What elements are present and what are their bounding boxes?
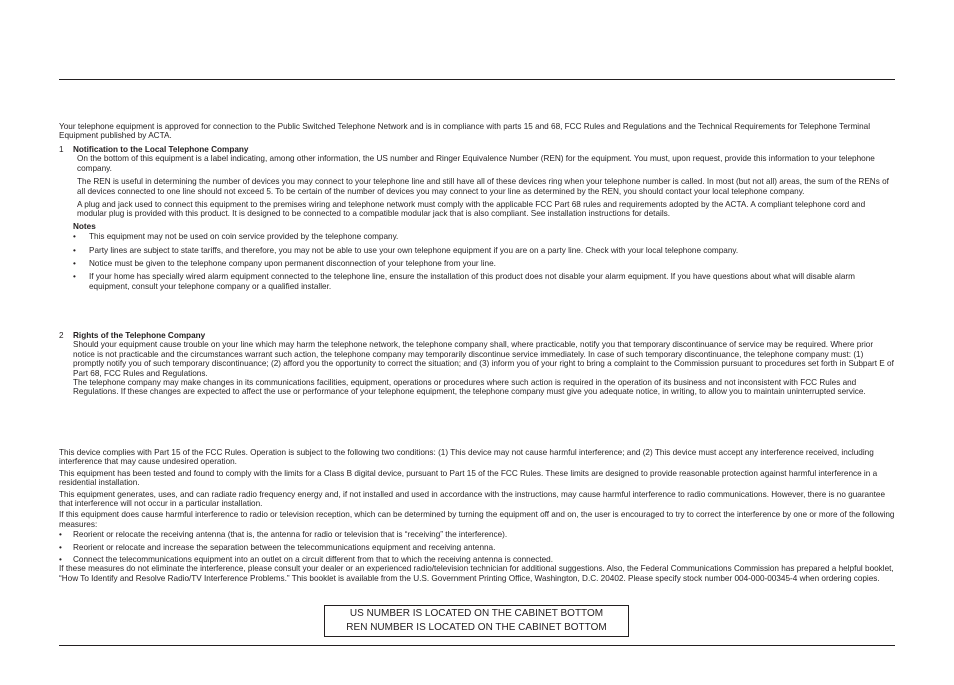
- section-2-heading: [59, 331, 895, 340]
- fcc-paragraph: This equipment generates, uses, and can radiate radio frequency energy and, if not installed and used in accordance with the instructions, may cause harmful interference to radio communications. However, there is no guarantee that interference will not occur in a particular installation.: [59, 489, 886, 509]
- section-1-title: Notification to the Local Telephone Company: [73, 145, 249, 154]
- note-item: • Notice must be given to the telephone company upon permanent disconnection of your telephone from your line.: [59, 259, 895, 268]
- note-item: • This equipment may not be used on coin service provided by the telephone company.: [59, 232, 895, 241]
- section-2-paragraph: The telephone company may make changes in its communications facilities, equipment, operations or procedures where such action is required in the operation of its business and not inconsistent with FCC Rules and Regulations. If these changes are expected to affect the use or performance of your telephone equipment, the telephone company must give you adequate notice, in writing, to allow you to maintain uninterrupted service.: [73, 378, 866, 397]
- us-number-line: US NUMBER IS LOCATED ON THE CABINET BOTTOM: [349, 608, 604, 619]
- intro-section: [59, 122, 895, 141]
- section-2-paragraph: Should your equipment cause trouble on your line which may harm the telephone network, the telephone company shall, where practicable, notify you that temporary discontinuance of service may be required. Where prior notice is not practicable and the circumstances warrant such action, the telephone company may temporarily discontinue service immediately. In case of such temporary discontinuance, the telephone company must: (1) promptly notify you of such temporary discontinuance; (2) afford you the opportunity to correct the situation; and (3) inform you of your right to bring a complaint to the Commission pursuant to procedures set forth in Subpart E of Part 68, FCC Rules and Regulations.: [73, 340, 894, 378]
- measure-item: • Reorient or relocate the receiving antenna (that is, the antenna for radio or television that is “receiving” the interference).: [59, 530, 895, 539]
- measures-list: [59, 530, 895, 564]
- label-location-box: [324, 605, 629, 637]
- bottom-rule: [59, 645, 895, 646]
- section-2-number: 2: [59, 331, 64, 340]
- section-rights: [59, 331, 895, 397]
- measure-item: • Reorient or relocate and increase the separation between the telecommunications equipment and receiving antenna.: [59, 543, 895, 552]
- fcc-section: [59, 448, 895, 583]
- notes-list: [59, 232, 895, 291]
- section-2-title: Rights of the Telephone Company: [73, 331, 206, 340]
- fcc-paragraph: This device complies with Part 15 of the FCC Rules. Operation is subject to the following two conditions: (1) This device may not cause harmful interference; and (2) This device must accept any interference received, including interference that may cause undesired operation.: [59, 448, 874, 467]
- fcc-paragraph: If this equipment does cause harmful interference to radio or television reception, which can be determined by turning the equipment off and on, the user is encouraged to try to correct the interference by one or more of the following measures:: [59, 510, 895, 529]
- top-rule: [59, 79, 895, 80]
- fcc-paragraph: This equipment has been tested and found to comply with the limits for a Class B digital device, pursuant to Part 15 of the FCC Rules. These limits are designed to provide reasonable protection against harmful interference in a residential installation.: [59, 468, 878, 488]
- section-1-heading: [59, 145, 895, 154]
- note-item: • Party lines are subject to state tariffs, and therefore, you may not be able to use your own telephone equipment if you are on a party line. Check with your local telephone company.: [59, 246, 895, 255]
- section-1-number: 1: [59, 145, 64, 154]
- section-1-paragraph: The REN is useful in determining the number of devices you may connect to your telephone line and still have all of these devices ring when your telephone number is called. In most (but not all) areas, the sum of the RENs of all devices connected to one line should not exceed 5. To be certain of the number of devices you may connect to your line as determined by the REN, you should contact your local telephone company.: [77, 177, 889, 196]
- section-1-paragraph: A plug and jack used to connect this equipment to the premises wiring and telephone network must comply with the applicable FCC Part 68 rules and requirements adopted by the ACTA. A compliant telephone cord and modular plug is provided with this product. It is designed to be connected to a compatible modular jack that is also compliant. See installation instructions for details.: [77, 200, 866, 219]
- measure-item: • Connect the telecommunications equipment into an outlet on a circuit different from that to which the receiving antenna is connected.: [59, 555, 895, 564]
- section-notification: [59, 145, 895, 291]
- section-2-body: [59, 340, 895, 396]
- fcc-closing: If these measures do not eliminate the interference, please consult your dealer or an experienced radio/television technician for additional suggestions. Also, the Federal Communications Commission has prepared a helpful booklet, “How To Identify and Resolve Radio/TV Interference Problems.” This booklet is available from the U.S. Government Printing Office, Washington, D.C. 20402. Please specify stock number 004-000-00345-4 when ordering copies.: [59, 564, 894, 583]
- notes-heading: Notes: [73, 221, 96, 231]
- intro-paragraph: Your telephone equipment is approved for connection to the Public Switched Telephone Network and is in compliance with parts 15 and 68, FCC Rules and Regulations and the Technical Requirements for Telephone Terminal Equipment published by ACTA.: [59, 122, 871, 141]
- ren-number-line: REN NUMBER IS LOCATED ON THE CABINET BOTTOM: [346, 622, 607, 633]
- note-item: • If your home has specially wired alarm equipment connected to the telephone line, ensure the installation of this product does not disable your alarm equipment. If you have questions about what will disable alarm equipment, consult your telephone company or a qualified installer.: [59, 272, 895, 291]
- section-1-paragraph: On the bottom of this equipment is a label indicating, among other information, the US number and Ringer Equivalence Number (REN) for the equipment. You must, upon request, provide this information to your telephone company.: [77, 154, 875, 173]
